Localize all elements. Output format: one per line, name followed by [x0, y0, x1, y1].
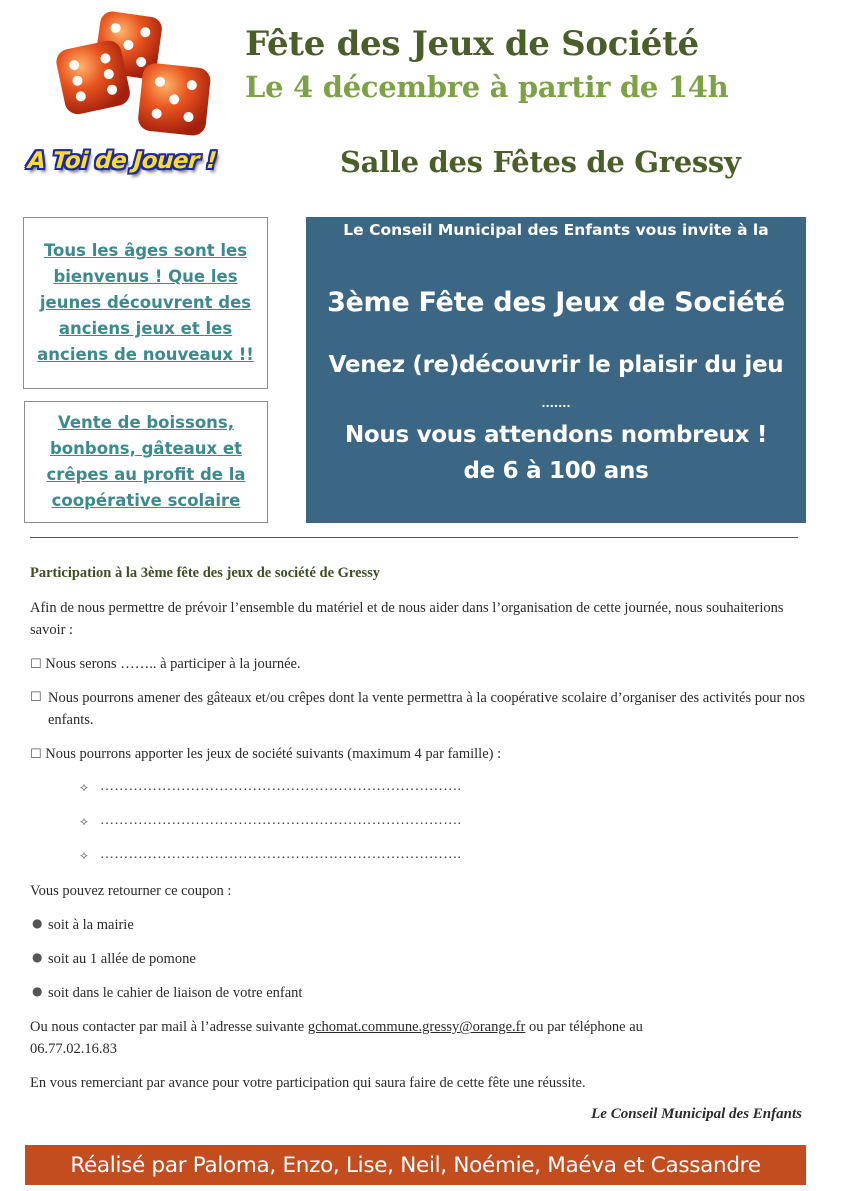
- sales-box: [24, 401, 268, 523]
- check-item-attendance: [30, 653, 810, 676]
- contact-phone: 06.77.02.16.83: [30, 1041, 117, 1057]
- event-date: Le 4 décembre à partir de 14h: [245, 70, 729, 104]
- invitation-event: 3ème Fête des Jeux de Société: [327, 287, 785, 318]
- return-option: soit dans le cahier de liaison de votre enfant: [48, 985, 303, 1001]
- return-option: soit au 1 allée de pomone: [48, 951, 196, 967]
- round-bullet-icon: ●: [32, 984, 43, 998]
- check-item-games: [30, 743, 810, 766]
- credits-footer: [25, 1145, 806, 1185]
- invitation-ellipsis: .......: [541, 397, 571, 410]
- sparkle-bullet-icon: ⟡: [80, 848, 88, 862]
- invitation-panel: [306, 217, 806, 523]
- credits-text: Réalisé par Paloma, Enzo, Lise, Neil, Noémie, Maéva et Cassandre: [70, 1153, 761, 1178]
- form-intro: Afin de nous permettre de prévoir l’ensemble du matériel et de nous aider dans l’organisation de cette journée, nous souhaiterions savoir :: [30, 600, 784, 638]
- game-entry-line[interactable]: ………………………………………………………………….: [100, 847, 462, 862]
- invitation-intro: Le Conseil Municipal des Enfants vous invite à la: [343, 221, 769, 239]
- sales-text: Vente de boissons, bonbons, gâteaux et crêpes au profit de la coopérative scolaire: [46, 413, 246, 510]
- cut-line: [30, 537, 798, 538]
- poster-title: Fête des Jeux de Société: [245, 24, 699, 64]
- signature: Le Conseil Municipal des Enfants: [591, 1106, 802, 1122]
- form-heading: Participation à la 3ème fête des jeux de société de Gressy: [30, 565, 381, 581]
- checkbox-icon[interactable]: ☐: [30, 657, 42, 672]
- round-bullet-icon: ●: [32, 916, 43, 930]
- game-entry-line[interactable]: ………………………………………………………………….: [100, 779, 462, 794]
- check-item-label: Nous pourrons amener des gâteaux et/ou crêpes dont la vente permettra à la coopérative scolaire d’organiser des activités pour nos enfants.: [48, 690, 806, 728]
- contact-email-link[interactable]: gchomat.commune.gressy@orange.fr: [307, 1019, 526, 1035]
- checkbox-icon[interactable]: ☐: [30, 747, 42, 762]
- ages-welcome-box: [23, 217, 268, 389]
- check-item-label: Nous pourrons apporter les jeux de société suivants (maximum 4 par famille) :: [45, 746, 502, 762]
- event-venue: Salle des Fêtes de Gressy: [340, 145, 741, 179]
- invitation-welcome: Nous vous attendons nombreux !: [344, 422, 768, 448]
- dice-icon: [50, 6, 220, 136]
- contact-info: [30, 1016, 810, 1060]
- logo: A Toi de Jouer !: [27, 148, 218, 174]
- check-item-label: Nous serons …….. à participer à la journée.: [45, 656, 301, 672]
- check-item-cakes: [30, 687, 810, 731]
- invitation-tagline: Venez (re)découvrir le plaisir du jeu: [328, 352, 784, 378]
- sparkle-bullet-icon: ⟡: [80, 814, 88, 828]
- invitation-ages: de 6 à 100 ans: [463, 458, 649, 484]
- sparkle-bullet-icon: ⟡: [80, 780, 88, 794]
- game-entry-line[interactable]: ………………………………………………………………….: [100, 813, 462, 828]
- checkbox-icon[interactable]: ☐: [30, 690, 42, 705]
- return-option: soit à la mairie: [48, 917, 134, 933]
- contact-suffix: ou par téléphone au: [525, 1019, 643, 1035]
- ages-welcome-text: Tous les âges sont les bienvenus ! Que les jeunes découvrent des anciens jeux et les anciens de nouveaux !!: [37, 241, 254, 364]
- round-bullet-icon: ●: [32, 950, 43, 964]
- thanks-text: En vous remerciant par avance pour votre participation qui saura faire de cette fête une réussite.: [30, 1075, 586, 1091]
- return-intro: Vous pouvez retourner ce coupon :: [30, 883, 232, 899]
- contact-prefix: Ou nous contacter par mail à l’adresse suivante: [30, 1019, 308, 1035]
